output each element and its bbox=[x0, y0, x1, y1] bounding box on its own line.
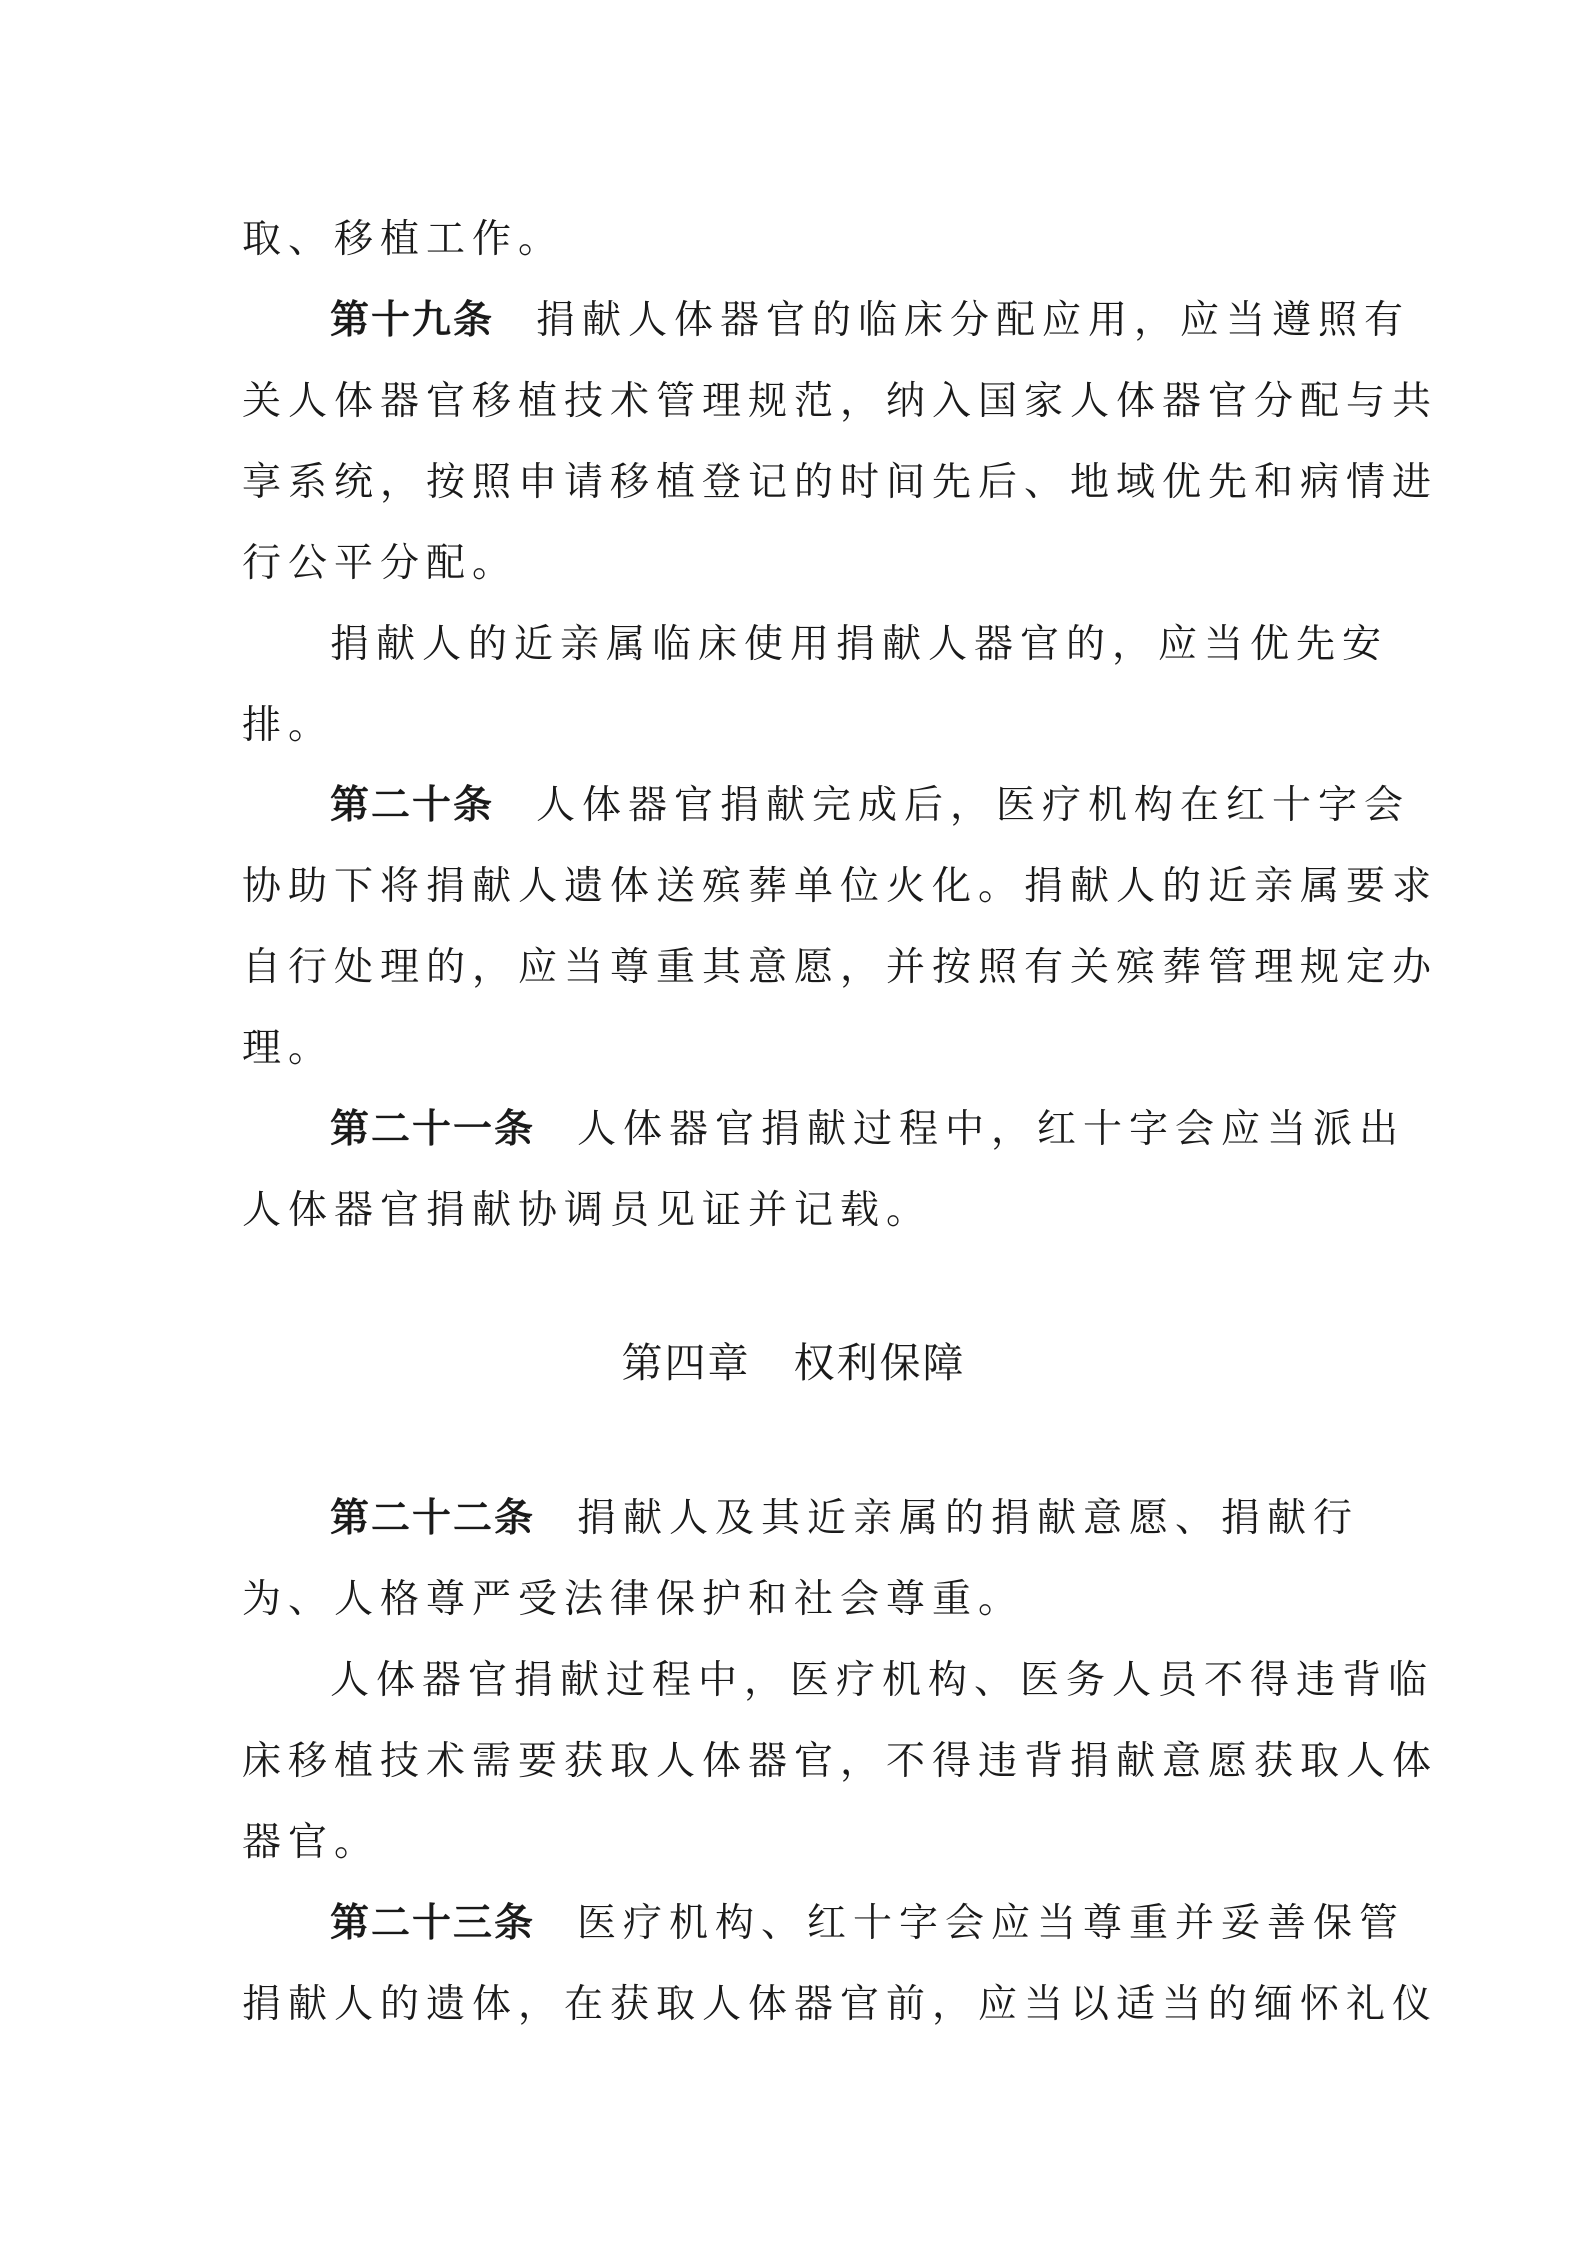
article-22-line: 第二十二条 捐献人及其近亲属的捐献意愿、捐献行 bbox=[330, 1496, 1360, 1541]
article-20-line: 第二十条 人体器官捐献完成后，医疗机构在红十字会 bbox=[330, 783, 1411, 828]
article-23-line: 第二十三条 医疗机构、红十字会应当尊重并妥善保管 bbox=[330, 1901, 1406, 1946]
paragraph-line: 取、移植工作。 bbox=[242, 217, 565, 262]
paragraph-line: 关人体器官移植技术管理规范，纳入国家人体器官分配与共 bbox=[242, 379, 1439, 424]
paragraph-line: 排。 bbox=[242, 703, 335, 748]
article-21-heading: 第二十一条 bbox=[330, 1107, 536, 1152]
article-20-heading: 第二十条 bbox=[330, 783, 495, 828]
paragraph-line: 器官。 bbox=[242, 1820, 381, 1865]
article-21-line: 第二十一条 人体器官捐献过程中，红十字会应当派出 bbox=[330, 1107, 1406, 1152]
paragraph-line: 为、人格尊严受法律保护和社会尊重。 bbox=[242, 1577, 1025, 1622]
paragraph-line: 协助下将捐献人遗体送殡葬单位火化。捐献人的近亲属要求 bbox=[242, 864, 1439, 909]
paragraph-line: 行公平分配。 bbox=[242, 541, 519, 586]
paragraph-line: 人体器官捐献过程中，医疗机构、医务人员不得违背临 bbox=[330, 1658, 1435, 1703]
article-19-heading: 第十九条 bbox=[330, 298, 495, 343]
paragraph-line: 享系统，按照申请移植登记的时间先后、地域优先和病情进 bbox=[242, 460, 1439, 505]
paragraph-line: 捐献人的近亲属临床使用捐献人器官的，应当优先安 bbox=[330, 622, 1389, 667]
article-23-heading: 第二十三条 bbox=[330, 1901, 536, 1946]
article-19-line: 第十九条 捐献人体器官的临床分配应用，应当遵照有 bbox=[330, 298, 1411, 343]
paragraph-line: 捐献人的遗体，在获取人体器官前，应当以适当的缅怀礼仪 bbox=[242, 1982, 1439, 2027]
chapter-title: 第四章 权利保障 bbox=[621, 1339, 966, 1387]
paragraph-line: 自行处理的，应当尊重其意愿，并按照有关殡葬管理规定办 bbox=[242, 945, 1439, 990]
paragraph-line: 床移植技术需要获取人体器官，不得违背捐献意愿获取人体 bbox=[242, 1739, 1439, 1784]
paragraph-line: 人体器官捐献协调员见证并记载。 bbox=[242, 1188, 933, 1233]
paragraph-line: 理。 bbox=[242, 1026, 335, 1071]
article-22-heading: 第二十二条 bbox=[330, 1496, 536, 1541]
